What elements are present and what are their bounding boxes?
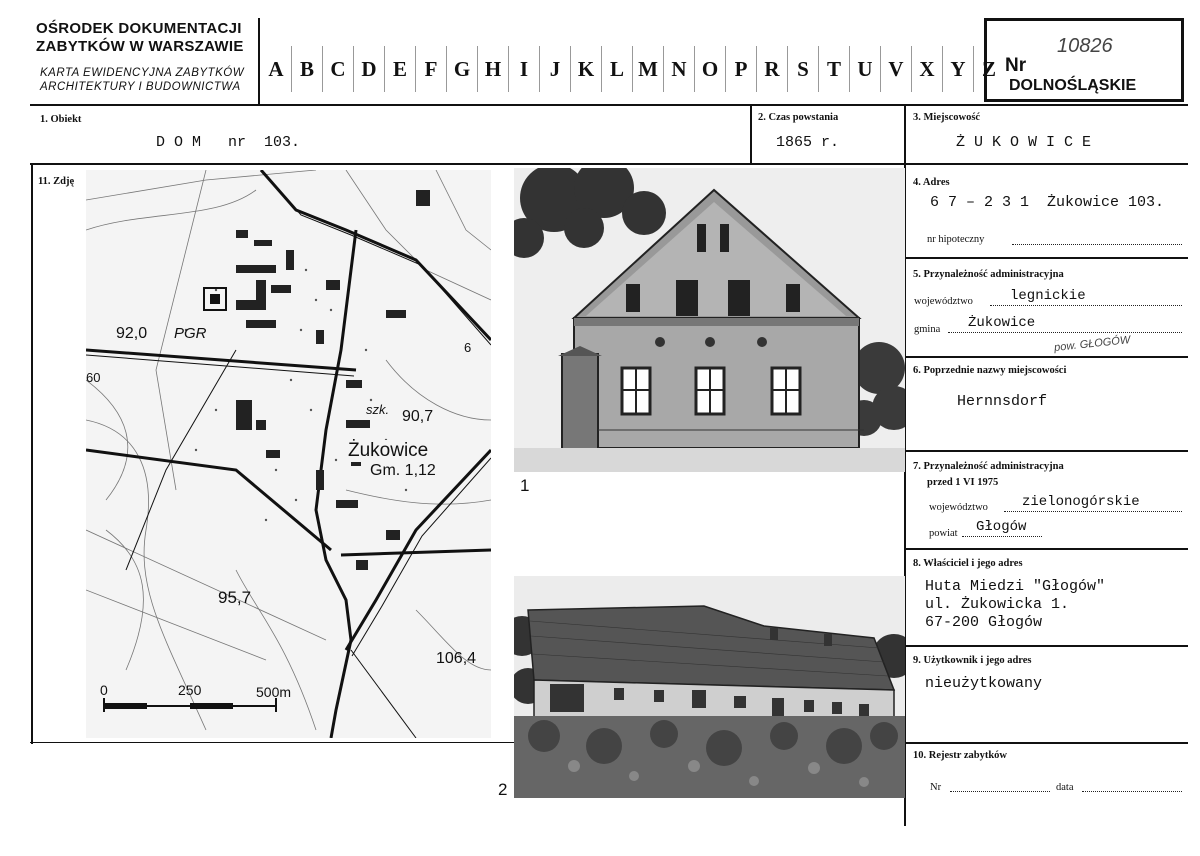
nr-value: 10826: [1057, 35, 1113, 57]
obiekt-value: D O M nr 103.: [156, 134, 301, 151]
powiat-label: powiat: [929, 528, 958, 539]
gmina-value: Żukowice: [968, 315, 1036, 331]
wlasc-line2: ul. Żukowicka 1.: [925, 596, 1070, 613]
org-line1: OŚRODEK DOKUMENTACJI: [36, 20, 242, 37]
poprz-value: Hernnsdorf: [957, 393, 1048, 410]
letter-f: F: [415, 46, 446, 92]
przyn2-label: 7. Przynależność administracyjna: [913, 461, 1064, 472]
letter-e: E: [384, 46, 415, 92]
house-front-drawing: [514, 168, 905, 472]
letter-k: K: [570, 46, 601, 92]
wlasc-label: 8. Właściciel i jego adres: [913, 558, 1023, 569]
woj2-value: zielonogórskie: [1022, 494, 1140, 510]
photo1-number: 1: [520, 476, 530, 495]
letter-d: D: [353, 46, 384, 92]
letter-t: T: [818, 46, 849, 92]
region-name: DOLNOŚLĄSKIE: [1009, 77, 1137, 94]
map-pgr: PGR: [174, 325, 207, 342]
map-scale-500: 500m: [256, 684, 292, 700]
map-num-6: 6: [464, 340, 472, 355]
woj-value: legnickie: [1010, 288, 1086, 304]
rejestr-label: 10. Rejestr zabytków: [913, 750, 1007, 761]
map-scale-250: 250: [178, 682, 202, 698]
adres-value: 6 7 – 2 3 1 Żukowice 103.: [930, 194, 1165, 211]
letter-z: Z: [973, 46, 1004, 92]
letter-i: I: [508, 46, 539, 92]
letter-u: U: [849, 46, 880, 92]
topographic-map: [86, 170, 491, 738]
uzytk-value: nieużytkowany: [925, 675, 1043, 692]
letter-g: G: [446, 46, 477, 92]
letter-o: O: [694, 46, 725, 92]
poprz-label: 6. Poprzednie nazwy miejscowości: [913, 365, 1067, 376]
long-building-drawing: [514, 576, 905, 798]
adres-label: 4. Adres: [913, 177, 950, 188]
wlasc-line1: Huta Miedzi "Głogów": [925, 578, 1106, 595]
letter-s: S: [787, 46, 818, 92]
letter-p: P: [725, 46, 756, 92]
map-szk: szk.: [366, 402, 390, 417]
map-town-name: Żukowice: [348, 440, 429, 461]
powiat-value: Głogów: [976, 519, 1027, 535]
photo-house-front: [514, 168, 905, 472]
letter-c: C: [322, 46, 353, 92]
map-gm: Gm. 1,12: [370, 462, 436, 479]
nr-box: [984, 18, 1184, 102]
map-scale-0: 0: [100, 682, 108, 698]
letter-y: Y: [942, 46, 973, 92]
wlasc-line3: 67-200 Głogów: [925, 614, 1043, 631]
miejsc-value: Ż U K O W I C E: [956, 134, 1092, 151]
letter-l: L: [601, 46, 632, 92]
map-elev-1: 92,0: [116, 325, 148, 342]
letter-h: H: [477, 46, 508, 92]
czas-value: 1865 r.: [776, 134, 840, 151]
letter-a: A: [268, 57, 284, 81]
card-type-line1: KARTA EWIDENCYJNA ZABYTKÓW: [40, 67, 245, 79]
photo2-number: 2: [498, 780, 508, 799]
rejestr-data-label: data: [1056, 782, 1074, 793]
woj-label: województwo: [914, 296, 973, 307]
map-elev-2: 90,7: [402, 408, 434, 425]
zdjecia-label: 11. Zdję: [38, 176, 75, 187]
map-drawing: [86, 170, 491, 738]
org-line2: ZABYTKÓW W WARSZAWIE: [36, 38, 244, 55]
org-name: [36, 20, 244, 56]
przyn2-sub: przed 1 VI 1975: [927, 477, 999, 488]
card-type-line2: ARCHITEKTURY I BUDOWNICTWA: [40, 81, 241, 93]
letter-r: R: [756, 46, 787, 92]
hipoteczny-label: nr hipoteczny: [927, 234, 985, 245]
photo-long-building: [514, 576, 905, 798]
letter-j: J: [539, 46, 570, 92]
card-type: [40, 66, 244, 94]
uzytk-label: 9. Użytkownik i jego adres: [913, 655, 1032, 666]
letter-m: M: [632, 46, 663, 92]
letter-b: B: [291, 46, 322, 92]
map-num-60: 60: [86, 370, 101, 385]
przyn-label: 5. Przynależność administracyjna: [913, 269, 1064, 280]
map-elev-4: 106,4: [436, 650, 477, 667]
letter-x: X: [911, 46, 942, 92]
nr-label: Nr: [1005, 55, 1027, 76]
woj2-label: województwo: [929, 502, 988, 513]
letter-n: N: [663, 46, 694, 92]
map-elev-3: 95,7: [218, 588, 252, 607]
classification-letters: [261, 46, 1004, 92]
rejestr-nr-label: Nr: [930, 782, 942, 793]
miejsc-label: 3. Miejscowość: [913, 112, 981, 123]
pow-note: pow. GŁOGÓW: [1053, 334, 1131, 354]
obiekt-label: 1. Obiekt: [40, 114, 82, 125]
czas-label: 2. Czas powstania: [758, 112, 839, 123]
gmina-label: gmina: [914, 324, 941, 335]
letter-v: V: [880, 46, 911, 92]
